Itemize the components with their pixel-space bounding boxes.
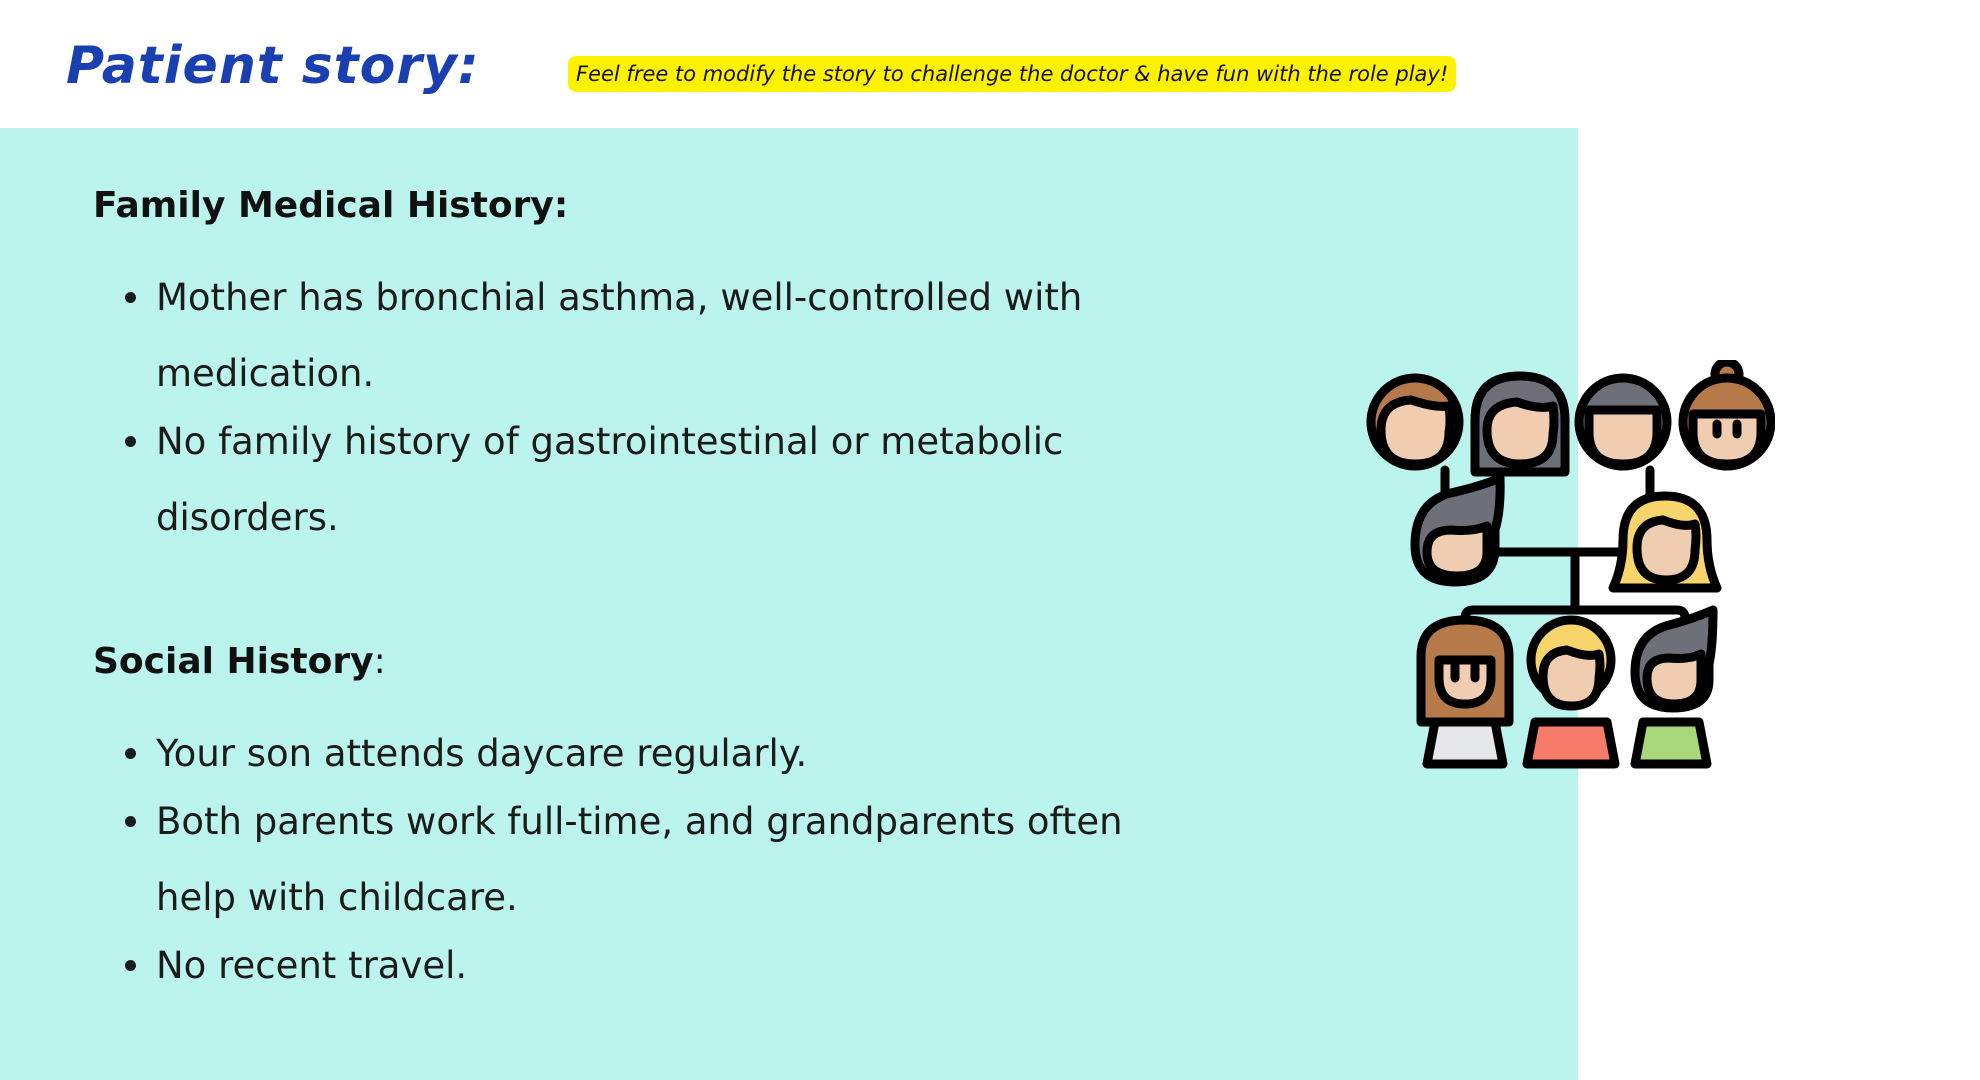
child-3-avatar [1635, 610, 1713, 764]
social-history-heading-text: Social History [93, 641, 374, 682]
list-item [93, 404, 1173, 556]
bullet-icon [125, 816, 136, 827]
family-history-heading: Family Medical History: [93, 185, 569, 226]
heading-colon: : [373, 641, 386, 682]
child-2-avatar [1527, 620, 1615, 764]
family-history-list [93, 260, 1173, 556]
list-item [93, 784, 1173, 936]
bullet-icon [125, 960, 136, 971]
story-panel [0, 128, 1578, 1080]
social-history-section [93, 640, 1173, 1004]
bullet-icon [125, 292, 136, 303]
list-item-text: No recent travel. [156, 944, 468, 987]
social-history-heading [93, 640, 1173, 684]
social-history-list [93, 716, 1173, 1004]
list-item-text: Mother has bronchial asthma, well-controlled with medication. [156, 276, 1083, 395]
bullet-icon [125, 748, 136, 759]
role-play-note: Feel free to modify the story to challenge the doctor & have fun with the role play! [568, 56, 1456, 92]
list-item-text: Your son attends daycare regularly. [156, 732, 808, 775]
child-1-avatar [1421, 620, 1509, 764]
grandma-1-avatar [1475, 376, 1565, 472]
family-history-section [93, 184, 1173, 556]
grandpa-2-avatar [1579, 378, 1667, 466]
family-tree-icon [1355, 360, 1775, 780]
grandma-2-avatar [1683, 362, 1771, 466]
page-title: Patient story: [66, 36, 480, 96]
list-item [93, 260, 1173, 412]
bullet-icon [125, 436, 136, 447]
list-item [93, 928, 1173, 1004]
father-avatar [1415, 478, 1500, 582]
grandpa-1-avatar [1371, 378, 1459, 466]
mother-avatar [1613, 496, 1717, 588]
list-item-text: No family history of gastrointestinal or metabolic disorders. [156, 420, 1064, 539]
list-item [93, 716, 1173, 792]
list-item-text: Both parents work full-time, and grandparents often help with childcare. [156, 800, 1123, 919]
